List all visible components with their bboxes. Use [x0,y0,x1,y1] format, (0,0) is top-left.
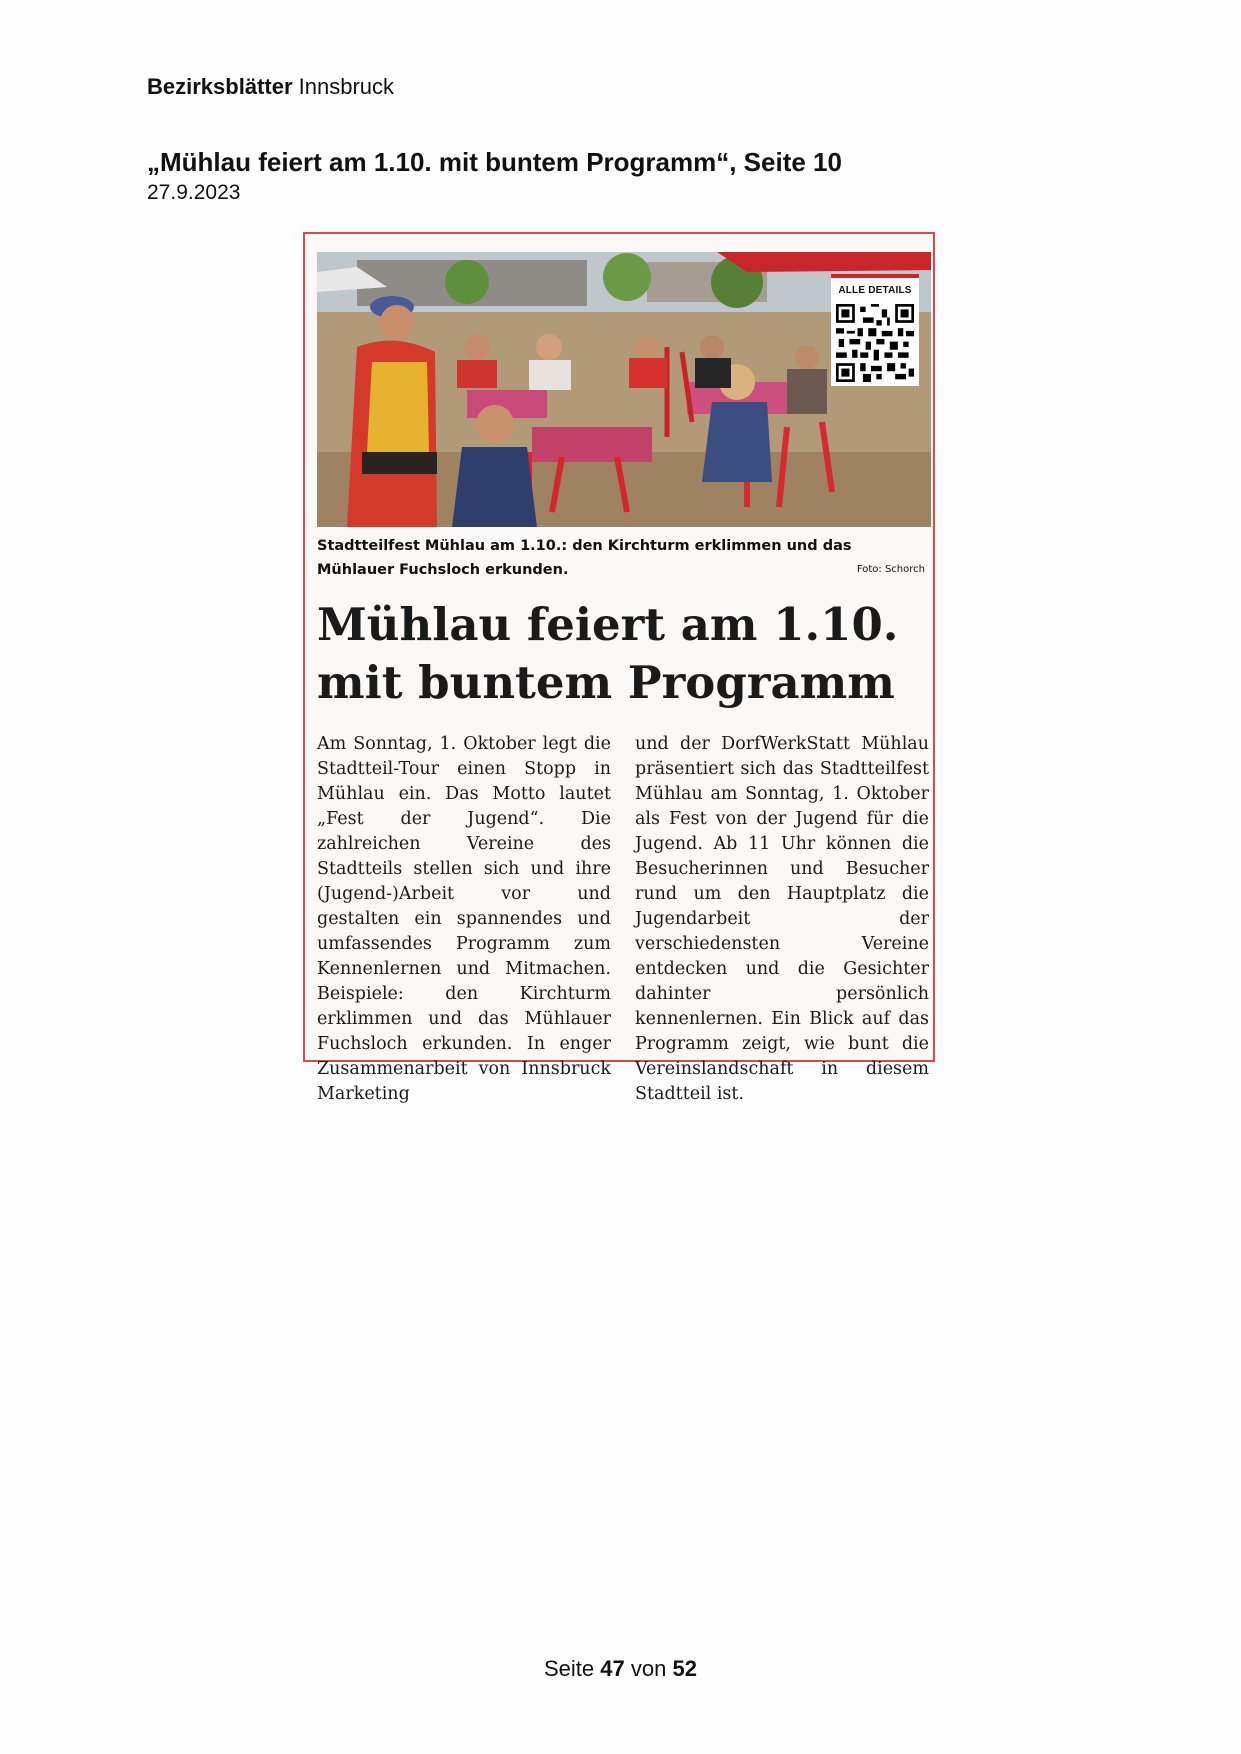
article-body-left-column: Am Sonntag, 1. Oktober legt die Stadtteil-Tour einen Stopp in Mühlau ein. Das Motto lautet „Fest der Jugend“. Die zahlreichen Vereine des Stadtteils stellen sich und ihre (Jugend-)Arbeit vor und gestalten ein spannendes und umfassendes Programm zum Kennenlernen und Mitmachen. Beispiele: den Kirchturm erklimmen und das Mühlauer Fuchsloch erkunden. In enger Zusammenarbeit von Innsbruck Marketing [317,734,611,1104]
festival-photo [317,252,931,527]
current-page: 47 [600,1656,625,1681]
qr-code-icon [836,304,914,382]
newspaper-clipping [303,232,935,1104]
page-prefix: Seite [544,1656,595,1681]
photo-caption: Stadtteilfest Mühlau am 1.10.: den Kirchturm erklimmen und das Mühlauer Fuchsloch erkunden. [317,538,852,578]
page-number-footer [0,1656,1241,1682]
publication-name [147,74,394,100]
publication-brand: Bezirksblätter [147,74,293,99]
total-pages: 52 [672,1656,697,1681]
article-headline: Mühlau feiert am 1.10. mit buntem Programm [317,598,899,709]
qr-code-box[interactable] [831,274,919,386]
publication-region: Innsbruck [298,74,395,99]
article-body-right-column: und der DorfWerkStatt Mühlau präsentiert sich das Stadtteilfest Mühlau am Sonntag, 1. Oktober als Fest von der Jugend für die Jugend. Ab 11 Uhr können die Besucherinnen und Besucher rund um den Hauptplatz die Jugendarbeit der verschiedensten Vereine entdecken und die Gesichter dahinter persönlich kennenlernen. Ein Blick auf das Programm zeigt, wie bunt die Vereinslandschaft in diesem Stadtteil ist. [635,734,929,1104]
page-separator: von [630,1656,667,1681]
qr-code-label: ALLE DETAILS [838,285,912,296]
article-date: 27.9.2023 [147,181,241,204]
photo-credit: Foto: Schorch [856,564,925,575]
article-reference-title: „Mühlau feiert am 1.10. mit buntem Programm“, Seite 10 [147,147,842,177]
